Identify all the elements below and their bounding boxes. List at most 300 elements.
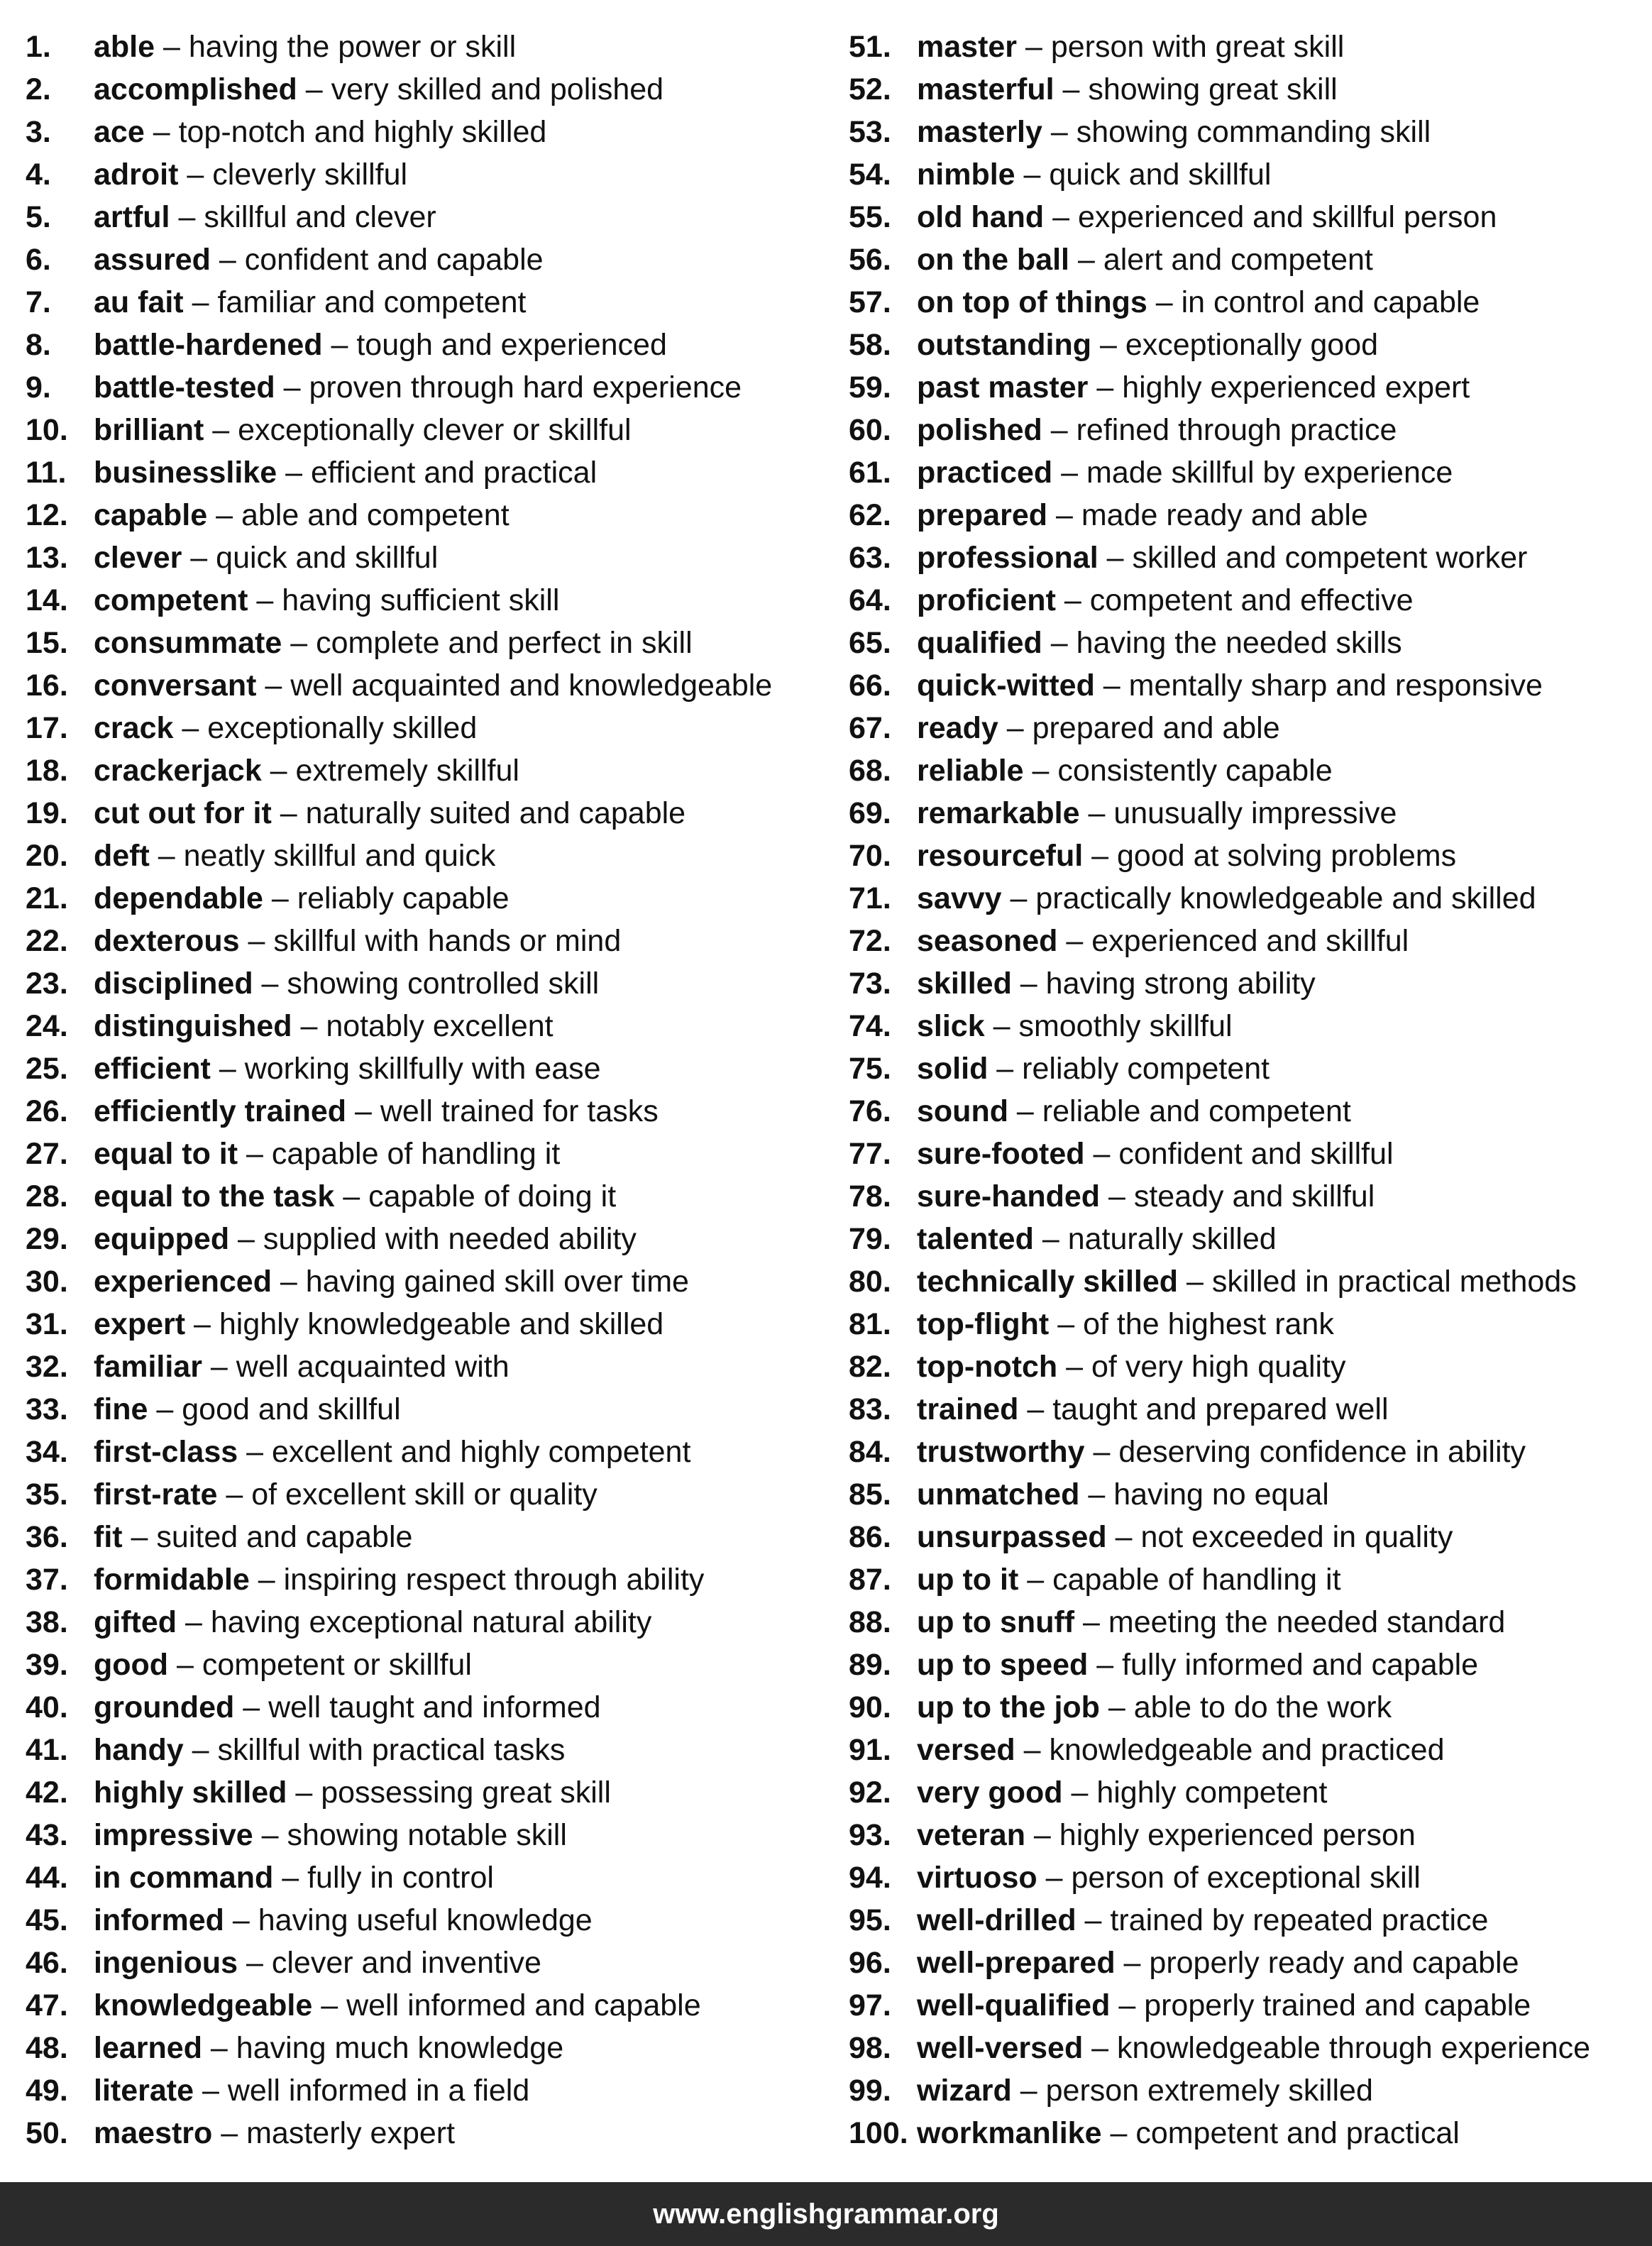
item-number: 58. [849, 328, 891, 362]
item-number: 72. [849, 924, 891, 958]
item-definition: highly competent [1096, 1776, 1328, 1810]
item-definition: well taught and informed [268, 1690, 601, 1724]
list-item [849, 1601, 1643, 1644]
item-term: crackerjack [94, 754, 262, 788]
item-separator: – [1042, 413, 1076, 447]
item-number: 10. [26, 413, 68, 447]
item-term: talented [917, 1222, 1034, 1256]
item-definition: exceptionally good [1125, 328, 1379, 362]
item-separator: – [1110, 1988, 1145, 2022]
item-separator: – [204, 413, 238, 447]
item-number: 26. [26, 1094, 68, 1128]
item-number: 93. [849, 1818, 891, 1852]
item-separator: – [1057, 1350, 1092, 1384]
item-number: 94. [849, 1861, 891, 1895]
list-item [26, 920, 842, 962]
item-separator: – [334, 1179, 369, 1213]
footer-bar [0, 2182, 1652, 2246]
item-definition: notably excellent [326, 1009, 554, 1043]
item-separator: – [1017, 30, 1051, 64]
item-number: 42. [26, 1776, 68, 1810]
item-separator: – [297, 72, 331, 106]
item-number: 35. [26, 1477, 68, 1512]
item-separator: – [217, 1477, 252, 1512]
item-number: 88. [849, 1605, 891, 1639]
item-definition: knowledgeable through experience [1117, 2031, 1591, 2065]
item-term: literate [94, 2074, 194, 2108]
list-item [849, 1686, 1643, 1729]
item-term: top-flight [917, 1307, 1050, 1341]
item-number: 47. [26, 1988, 68, 2022]
list-item [26, 1303, 842, 1345]
item-term: maestro [94, 2116, 213, 2150]
item-separator: – [1099, 1690, 1134, 1724]
item-number: 32. [26, 1350, 68, 1384]
item-definition: able and competent [241, 498, 510, 532]
item-definition: skillful with practical tasks [217, 1733, 566, 1767]
item-number: 57. [849, 285, 891, 319]
list-item [26, 1558, 842, 1601]
list-item [849, 1814, 1643, 1856]
item-separator: – [238, 1435, 272, 1469]
item-term: outstanding [917, 328, 1092, 362]
item-number: 62. [849, 498, 891, 532]
item-number: 50. [26, 2116, 68, 2150]
item-separator: – [1015, 1733, 1050, 1767]
item-definition: trained by repeated practice [1110, 1903, 1489, 1937]
item-number: 12. [26, 498, 68, 532]
item-separator: – [984, 1009, 1019, 1043]
item-term: solid [917, 1052, 989, 1086]
item-number: 84. [849, 1435, 891, 1469]
item-definition: unusually impressive [1113, 796, 1397, 830]
list-item [26, 1047, 842, 1090]
item-term: efficiently trained [94, 1094, 347, 1128]
item-term: first-rate [94, 1477, 218, 1512]
item-term: accomplished [94, 72, 297, 106]
item-definition: competent and practical [1135, 2116, 1460, 2150]
item-term: first-class [94, 1435, 238, 1469]
item-separator: – [238, 1946, 272, 1980]
item-number: 66. [849, 668, 891, 703]
item-definition: extremely skillful [295, 754, 519, 788]
list-item [849, 749, 1643, 792]
item-definition: showing great skill [1088, 72, 1338, 106]
item-term: reliable [917, 754, 1024, 788]
list-item [26, 1729, 842, 1771]
item-term: battle-hardened [94, 328, 323, 362]
item-term: unmatched [917, 1477, 1080, 1512]
item-definition: capable of doing it [368, 1179, 617, 1213]
list-item [26, 324, 842, 366]
item-separator: – [1011, 967, 1046, 1001]
item-term: knowledgeable [94, 1988, 313, 2022]
list-item [849, 494, 1643, 536]
item-number: 29. [26, 1222, 68, 1256]
item-term: consummate [94, 626, 282, 660]
item-separator: – [282, 626, 316, 660]
item-separator: – [256, 668, 291, 703]
item-definition: showing commanding skill [1076, 115, 1431, 149]
item-term: sound [917, 1094, 1008, 1128]
list-item [26, 1771, 842, 1814]
item-term: in command [94, 1861, 274, 1895]
item-definition: highly experienced expert [1122, 370, 1470, 404]
item-separator: – [253, 1818, 287, 1852]
item-term: equal to the task [94, 1179, 335, 1213]
item-number: 99. [849, 2074, 891, 2108]
list-item [849, 1345, 1643, 1388]
item-separator: – [1018, 1563, 1053, 1597]
item-term: competent [94, 583, 248, 617]
item-separator: – [1018, 1392, 1053, 1426]
item-definition: mentally sharp and responsive [1128, 668, 1543, 703]
item-separator: – [1015, 158, 1050, 192]
list-item [849, 111, 1643, 153]
item-separator: – [194, 2074, 228, 2108]
item-term: professional [917, 541, 1098, 575]
item-number: 80. [849, 1265, 891, 1299]
item-term: up to speed [917, 1648, 1089, 1682]
item-number: 37. [26, 1563, 68, 1597]
item-definition: having gained skill over time [305, 1265, 689, 1299]
list-item [26, 451, 842, 494]
item-term: practiced [917, 456, 1053, 490]
item-definition: confident and capable [244, 243, 544, 277]
item-separator: – [224, 1903, 258, 1937]
item-definition: of the highest rank [1083, 1307, 1334, 1341]
item-number: 71. [849, 881, 891, 915]
item-definition: showing notable skill [287, 1818, 567, 1852]
list-item [849, 1090, 1643, 1133]
list-item [849, 1431, 1643, 1473]
item-number: 7. [26, 285, 51, 319]
item-number: 55. [849, 200, 891, 234]
item-separator: – [1079, 796, 1114, 830]
item-number: 16. [26, 668, 68, 703]
item-term: trustworthy [917, 1435, 1085, 1469]
item-separator: – [170, 200, 204, 234]
item-term: assured [94, 243, 211, 277]
item-number: 96. [849, 1946, 891, 1980]
item-definition: competent or skillful [202, 1648, 472, 1682]
item-number: 25. [26, 1052, 68, 1086]
list-item [26, 622, 842, 664]
list-item [26, 1005, 842, 1047]
footer-url: www.englishgrammar.org [653, 2198, 999, 2230]
item-definition: taught and prepared well [1052, 1392, 1389, 1426]
item-number: 59. [849, 370, 891, 404]
item-number: 83. [849, 1392, 891, 1426]
item-separator: – [1042, 626, 1076, 660]
item-term: up to it [917, 1563, 1019, 1597]
left-column [26, 26, 842, 2154]
list-item [849, 1218, 1643, 1260]
list-item [849, 451, 1643, 494]
list-item [849, 1005, 1643, 1047]
item-number: 11. [26, 456, 67, 490]
item-definition: refined through practice [1076, 413, 1397, 447]
list-item [26, 494, 842, 536]
item-term: good [94, 1648, 169, 1682]
item-number: 33. [26, 1392, 68, 1426]
item-term: familiar [94, 1350, 202, 1384]
item-term: learned [94, 2031, 202, 2065]
item-separator: – [1100, 1179, 1134, 1213]
item-term: ace [94, 115, 145, 149]
item-number: 87. [849, 1563, 891, 1597]
item-definition: person with great skill [1050, 30, 1345, 64]
item-definition: complete and perfect in skill [316, 626, 693, 660]
item-separator: – [149, 839, 184, 873]
item-definition: skilled in practical methods [1211, 1265, 1577, 1299]
list-item [26, 1814, 842, 1856]
item-separator: – [1083, 2031, 1118, 2065]
item-definition: having exceptional natural ability [210, 1605, 652, 1639]
item-definition: consistently capable [1057, 754, 1333, 788]
item-term: conversant [94, 668, 257, 703]
item-separator: – [273, 1861, 308, 1895]
item-term: cut out for it [94, 796, 272, 830]
item-term: experienced [94, 1265, 272, 1299]
item-term: distinguished [94, 1009, 292, 1043]
item-number: 63. [849, 541, 891, 575]
item-number: 92. [849, 1776, 891, 1810]
item-separator: – [212, 2116, 247, 2150]
item-separator: – [1115, 1946, 1150, 1980]
item-number: 75. [849, 1052, 891, 1086]
item-term: old hand [917, 200, 1045, 234]
item-definition: smoothly skillful [1018, 1009, 1233, 1043]
item-term: fine [94, 1392, 148, 1426]
item-term: dependable [94, 881, 263, 915]
item-separator: – [1054, 72, 1089, 106]
item-number: 54. [849, 158, 891, 192]
item-number: 13. [26, 541, 68, 575]
item-definition: clever and inventive [271, 1946, 541, 1980]
item-definition: knowledgeable and practiced [1049, 1733, 1445, 1767]
item-separator: – [239, 924, 274, 958]
item-term: virtuoso [917, 1861, 1037, 1895]
list-item [26, 26, 842, 68]
list-item [849, 792, 1643, 835]
item-term: efficient [94, 1052, 211, 1086]
item-definition: steady and skillful [1133, 1179, 1375, 1213]
item-number: 1. [26, 30, 51, 64]
item-separator: – [1079, 1477, 1114, 1512]
list-item [849, 2069, 1643, 2112]
item-definition: quick and skillful [216, 541, 439, 575]
item-term: grounded [94, 1690, 235, 1724]
list-item [849, 1388, 1643, 1431]
item-number: 46. [26, 1946, 68, 1980]
item-separator: – [1052, 456, 1087, 490]
item-definition: person extremely skilled [1045, 2074, 1373, 2108]
list-item [26, 68, 842, 111]
item-separator: – [277, 456, 311, 490]
item-separator: – [1055, 583, 1090, 617]
item-definition: showing controlled skill [287, 967, 600, 1001]
item-term: veteran [917, 1818, 1025, 1852]
item-definition: good and skillful [182, 1392, 401, 1426]
item-definition: exceptionally skilled [207, 711, 478, 745]
item-number: 90. [849, 1690, 891, 1724]
item-definition: well informed and capable [346, 1988, 701, 2022]
list-item [849, 536, 1643, 579]
item-definition: working skillfully with ease [244, 1052, 601, 1086]
list-item [849, 664, 1643, 707]
list-item [26, 579, 842, 622]
item-definition: experienced and skillful [1091, 924, 1409, 958]
item-number: 19. [26, 796, 68, 830]
item-definition: inspiring respect through ability [283, 1563, 705, 1597]
item-definition: competent and effective [1089, 583, 1414, 617]
item-definition: confident and skillful [1118, 1137, 1394, 1171]
list-item [26, 1942, 842, 1984]
item-number: 89. [849, 1648, 891, 1682]
item-term: well-qualified [917, 1988, 1111, 2022]
list-item [849, 1644, 1643, 1686]
item-definition: familiar and competent [217, 285, 527, 319]
item-separator: – [185, 1307, 219, 1341]
item-separator: – [1047, 498, 1081, 532]
item-number: 6. [26, 243, 51, 277]
item-term: highly skilled [94, 1776, 287, 1810]
item-separator: – [210, 1052, 245, 1086]
list-item [26, 962, 842, 1005]
item-number: 43. [26, 1818, 68, 1852]
item-definition: well informed in a field [227, 2074, 530, 2108]
item-separator: – [122, 1520, 157, 1554]
item-separator: – [1069, 243, 1103, 277]
list-item [26, 664, 842, 707]
item-separator: – [1083, 839, 1118, 873]
item-term: proficient [917, 583, 1056, 617]
item-definition: good at solving problems [1117, 839, 1457, 873]
item-separator: – [271, 1265, 306, 1299]
list-item [26, 1856, 842, 1899]
list-item [849, 1558, 1643, 1601]
item-number: 28. [26, 1179, 68, 1213]
item-term: artful [94, 200, 170, 234]
item-term: masterly [917, 115, 1042, 149]
item-separator: – [322, 328, 357, 362]
item-term: skilled [917, 967, 1012, 1001]
item-separator: – [1084, 1137, 1119, 1171]
item-separator: – [1094, 668, 1129, 703]
item-term: trained [917, 1392, 1019, 1426]
item-definition: having the power or skill [188, 30, 517, 64]
item-term: ingenious [94, 1946, 238, 1980]
item-number: 100. [849, 2116, 908, 2150]
item-separator: – [988, 1052, 1023, 1086]
item-term: on top of things [917, 285, 1147, 319]
item-term: equal to it [94, 1137, 238, 1171]
item-number: 39. [26, 1648, 68, 1682]
item-separator: – [210, 243, 245, 277]
list-item [849, 1899, 1643, 1942]
item-term: informed [94, 1903, 224, 1937]
item-separator: – [1037, 1861, 1072, 1895]
item-term: very good [917, 1776, 1063, 1810]
list-item [849, 1473, 1643, 1516]
list-item [26, 153, 842, 196]
item-number: 34. [26, 1435, 68, 1469]
item-term: ready [917, 711, 998, 745]
list-item [26, 1388, 842, 1431]
item-separator: – [346, 1094, 380, 1128]
item-number: 52. [849, 72, 891, 106]
item-definition: properly ready and capable [1149, 1946, 1519, 1980]
item-number: 97. [849, 1988, 891, 2022]
item-definition: naturally suited and capable [305, 796, 686, 830]
item-definition: experienced and skillful person [1077, 200, 1497, 234]
word-list [0, 26, 1652, 2150]
list-item [26, 1431, 842, 1473]
item-separator: – [1178, 1265, 1212, 1299]
item-term: disciplined [94, 967, 253, 1001]
item-number: 40. [26, 1690, 68, 1724]
item-term: workmanlike [917, 2116, 1102, 2150]
item-separator: – [1084, 1435, 1119, 1469]
item-definition: fully informed and capable [1122, 1648, 1479, 1682]
item-term: adroit [94, 158, 179, 192]
item-definition: capable of handling it [1052, 1563, 1341, 1597]
list-item [26, 1260, 842, 1303]
item-separator: – [275, 370, 309, 404]
list-item [849, 877, 1643, 920]
item-definition: meeting the needed standard [1108, 1605, 1506, 1639]
list-item [26, 1899, 842, 1942]
item-separator: – [183, 1733, 218, 1767]
item-term: top-notch [917, 1350, 1058, 1384]
item-number: 22. [26, 924, 68, 958]
item-number: 69. [849, 796, 891, 830]
item-number: 41. [26, 1733, 68, 1767]
item-number: 49. [26, 2074, 68, 2108]
list-item [26, 835, 842, 877]
item-number: 53. [849, 115, 891, 149]
item-term: au fait [94, 285, 184, 319]
item-definition: having useful knowledge [258, 1903, 593, 1937]
item-separator: – [1147, 285, 1182, 319]
item-definition: suited and capable [156, 1520, 413, 1554]
item-term: up to the job [917, 1690, 1100, 1724]
list-item [26, 281, 842, 324]
item-separator: – [173, 711, 208, 745]
item-definition: top-notch and highly skilled [178, 115, 547, 149]
list-item [849, 324, 1643, 366]
item-number: 21. [26, 881, 68, 915]
item-definition: highly knowledgeable and skilled [219, 1307, 664, 1341]
item-term: slick [917, 1009, 985, 1043]
right-column [849, 26, 1643, 2154]
list-item [849, 26, 1643, 68]
item-number: 70. [849, 839, 891, 873]
item-term: sure-handed [917, 1179, 1101, 1213]
item-term: on the ball [917, 243, 1069, 277]
item-separator: – [998, 711, 1032, 745]
item-number: 82. [849, 1350, 891, 1384]
item-separator: – [1057, 924, 1092, 958]
list-item [26, 196, 842, 238]
item-number: 27. [26, 1137, 68, 1171]
item-definition: made ready and able [1081, 498, 1368, 532]
item-definition: made skillful by experience [1086, 456, 1453, 490]
item-definition: having sufficient skill [282, 583, 560, 617]
item-term: equipped [94, 1222, 230, 1256]
item-separator: – [148, 1392, 182, 1426]
